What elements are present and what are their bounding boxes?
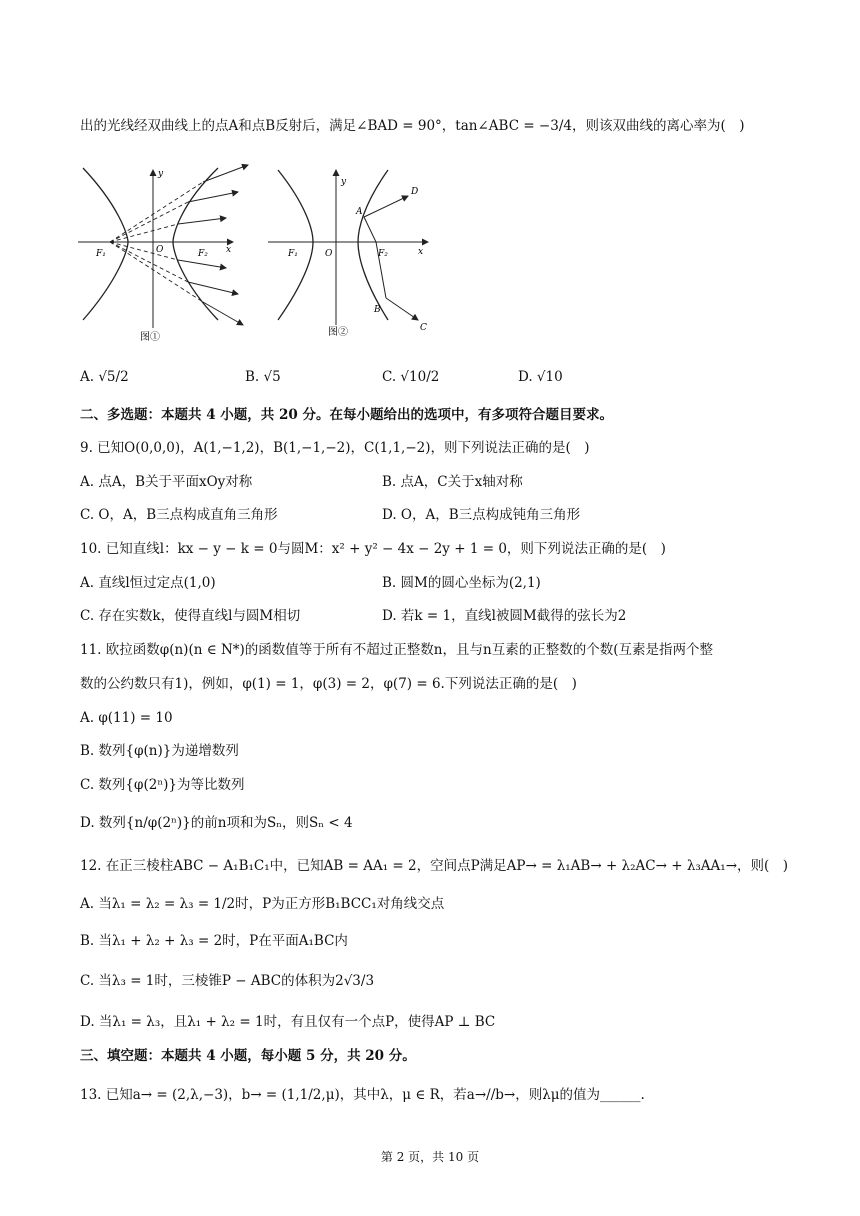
fig1-y-label: y [158,169,164,179]
fig2-a-label: A [356,207,363,217]
q12-stem: 12. 在正三棱柱ABC − A₁B₁C₁中，已知AB = AA₁ = 2，空间点P满足AP→ = λ₁AB→ + λ₂AC→ + λ₃AA₁→，则( ) [80,858,789,874]
fig2-y-label: y [341,177,347,187]
q12-option-d: D. 当λ₁ = λ₃，且λ₁ + λ₂ = 1时，有且仅有一个点P，使得AP ⊥ BC [80,1014,496,1030]
hyperbola-figures [78,160,448,345]
q10-option-c: C. 存在实数k，使得直线l与圆M相切 [80,608,301,624]
q11-option-d: D. 数列{n/φ(2ⁿ)}的前n项和为Sₙ，则Sₙ < 4 [80,815,353,831]
fig2-b-label: B [374,305,381,315]
section-3-heading: 三、填空题：本题共 4 小题，每小题 5 分，共 20 分。 [80,1048,416,1064]
q8-stem-tail: 出的光线经双曲线上的点A和点B反射后，满足∠BAD = 90°，tan∠ABC = −3/4，则该双曲线的离心率为( ) [80,118,745,134]
fig2-caption: 图② [328,327,348,338]
fig2-origin-label: O [325,249,333,259]
section-2-heading: 二、多选题：本题共 4 小题，共 20 分。在每小题给出的选项中，有多项符合题目要求。 [80,407,613,423]
q11-stem-line-1: 11. 欧拉函数φ(n)(n ∈ N*)的函数值等于所有不超过正整数n，且与n互素的正整数的个数(互素是指两个整 [80,642,713,658]
fig1-origin-label: O [156,245,164,255]
fig2-f1-label: F₁ [288,249,298,259]
q9-option-a: A. 点A，B关于平面xOy对称 [80,474,253,490]
page-footer: 第 2 页，共 10 页 [380,1150,480,1164]
q11-option-b: B. 数列{φ(n)}为递增数列 [80,743,239,759]
q12-option-b: B. 当λ₁ + λ₂ + λ₃ = 2时，P在平面A₁BC内 [80,933,348,949]
q9-stem: 9. 已知O(0,0,0)，A(1,−1,2)，B(1,−1,−2)，C(1,1,−2)，则下列说法正确的是( ) [80,440,590,456]
q10-option-d: D. 若k = 1，直线l被圆M截得的弦长为2 [382,608,627,624]
q8-option-a: A. √5/2 [80,369,129,385]
q12-option-c: C. 当λ₃ = 1时，三棱锥P − ABC的体积为2√3/3 [80,973,375,989]
q8-option-c: C. √10/2 [382,369,440,385]
q10-option-a: A. 直线l恒过定点(1,0) [80,575,216,591]
fig1-f2-label: F₂ [198,249,208,259]
q10-option-b: B. 圆M的圆心坐标为(2,1) [382,575,541,591]
q8-option-b: B. √5 [245,369,281,385]
fig2-x-label: x [418,247,424,257]
q12-option-a: A. 当λ₁ = λ₂ = λ₃ = 1/2时，P为正方形B₁BCC₁对角线交点 [80,896,445,912]
figure-2 [268,170,428,338]
fig2-f2-label: F₂ [378,249,388,259]
q9-option-d: D. O，A，B三点构成钝角三角形 [382,507,581,523]
fig1-x-label: x [226,245,232,255]
q9-option-c: C. O，A，B三点构成直角三角形 [80,507,278,523]
fig1-f1-label: F₁ [96,249,106,259]
fig2-c-label: C [420,323,427,333]
q11-option-a: A. φ(11) = 10 [80,710,173,726]
q8-option-d: D. √10 [518,369,563,385]
fig1-caption: 图① [140,332,160,343]
q11-stem-line-2: 数的公约数只有1)，例如，φ(1) = 1，φ(3) = 2，φ(7) = 6.下列说法正确的是( ) [80,676,577,692]
fig2-d-label: D [411,187,419,197]
q11-option-c: C. 数列{φ(2ⁿ)}为等比数列 [80,777,245,793]
q9-option-b: B. 点A，C关于x轴对称 [382,474,523,490]
figure-1 [78,165,248,343]
q10-stem: 10. 已知直线l：kx − y − k = 0与圆M：x² + y² − 4x − 2y + 1 = 0，则下列说法正确的是( ) [80,541,666,557]
q13-stem: 13. 已知a→ = (2,λ,−3)，b→ = (1,1/2,μ)，其中λ，μ ∈ R，若a→//b→，则λμ的值为______. [80,1087,645,1103]
